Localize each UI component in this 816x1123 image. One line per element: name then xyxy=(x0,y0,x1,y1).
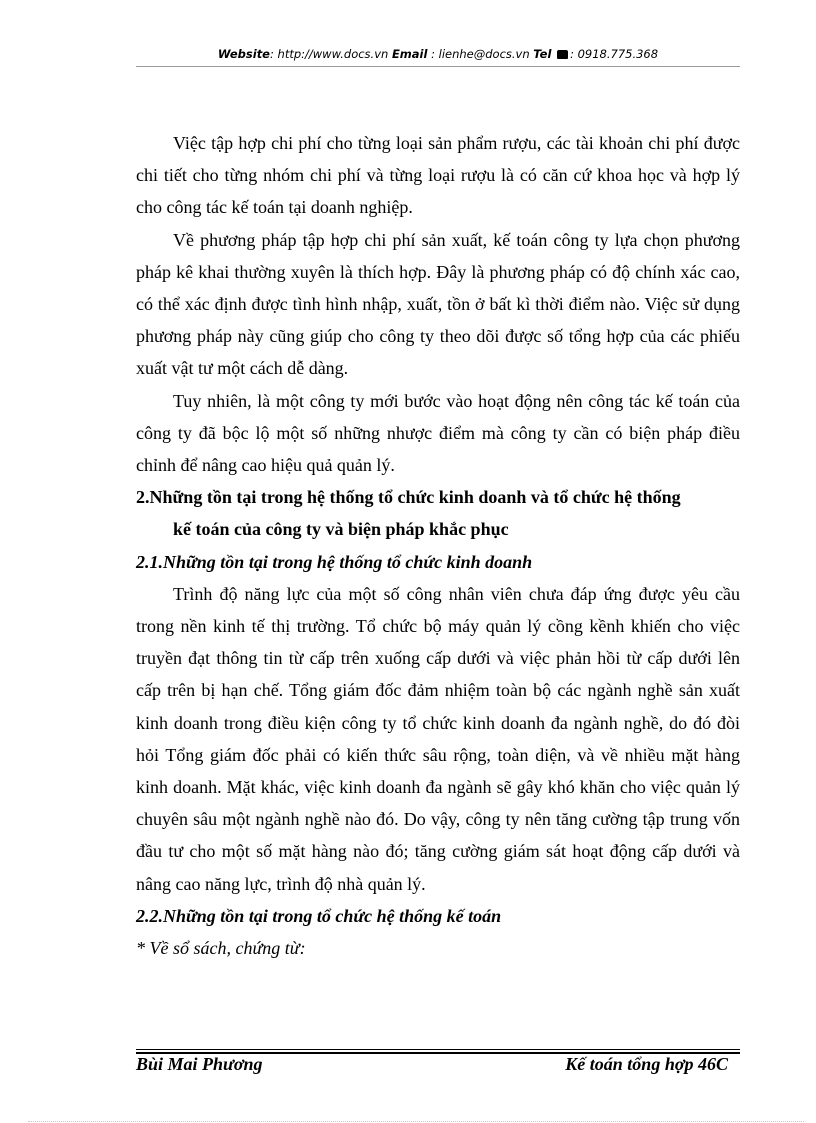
website-label: Website xyxy=(217,47,270,61)
footer-course: Kế toán tổng hợp 46C xyxy=(565,1054,728,1074)
section-heading-2 xyxy=(136,481,740,545)
paragraph-4: Trình độ năng lực của một số công nhân viên chưa đáp ứng được yêu cầu trong nền kinh tế thị trường. Tổ chức bộ máy quản lý cồng kềnh khiến cho việc truyền đạt thông tin từ cấp trên xuống cấp dưới và việc phản hồi từ cấp dưới lên cấp trên bị hạn chế. Tổng giám đốc đảm nhiệm toàn bộ các ngành nghề sản xuất kinh doanh trong điều kiện công ty tổ chức kinh doanh đa ngành nghề, do đó đòi hỏi Tổng giám đốc phải có kiến thức sâu rộng, toàn diện, và về nhiều mặt hàng kinh doanh. Mặt khác, việc kinh doanh đa ngành sẽ gây khó khăn cho việc quản lý chuyên sâu một ngành nghề nào đó. Do vậy, công ty nên tăng cường tập trung vốn đầu tư cho một số mặt hàng nào đó; tăng cường giám sát hoạt động cấp dưới và nâng cao năng lực, trình độ nhà quản lý. xyxy=(136,583,740,894)
footer-author: Bùi Mai Phương xyxy=(136,1054,263,1074)
tel-value: : 0918.775.368 xyxy=(570,47,659,61)
page-header xyxy=(136,47,740,61)
tel-label: Tel xyxy=(533,47,552,61)
section-heading-2-line1: 2.Những tồn tại trong hệ thống tổ chức kinh doanh và tổ chức hệ thống xyxy=(136,487,681,508)
paragraph-3: Tuy nhiên, là một công ty mới bước vào hoạt động nên công tác kế toán của công ty đã bộc lộ một số những nhược điểm mà công ty cần có biện pháp điều chỉnh để nâng cao hiệu quả quản lý. xyxy=(136,390,740,476)
page-bottom-border xyxy=(28,1121,804,1122)
email-label: Email xyxy=(391,47,428,61)
paragraph-2: Về phương pháp tập hợp chi phí sản xuất, kế toán công ty lựa chọn phương pháp kê khai thường xuyên là thích hợp. Đây là phương pháp có độ chính xác cao, có thể xác định được tình hình nhập, xuất, tồn ở bất kì thời điểm nào. Việc sử dụng phương pháp này cũng giúp cho công ty theo dõi được số tổng hợp của các phiếu xuất vật tư một cách dễ dàng. xyxy=(136,229,740,379)
subsection-note: * Về sổ sách, chứng từ: xyxy=(136,938,306,959)
paragraph-1: Việc tập hợp chi phí cho từng loại sản phẩm rượu, các tài khoản chi phí được chi tiết cho từng nhóm chi phí và từng loại rượu là có căn cứ khoa học và hợp lý cho công tác kế toán tại doanh nghiệp. xyxy=(136,133,740,218)
section-heading-2-line2: kế toán của công ty và biện pháp khắc phục xyxy=(173,519,509,540)
section-heading-2-2: 2.2.Những tồn tại trong tổ chức hệ thống kế toán xyxy=(136,905,502,926)
header-divider xyxy=(136,66,740,67)
phone-icon xyxy=(557,50,568,59)
website-value: : http://www.docs.vn xyxy=(270,47,392,61)
email-value: : lienhe@docs.vn xyxy=(427,47,534,61)
footer-divider-thin xyxy=(136,1049,740,1050)
page-footer xyxy=(136,1054,740,1078)
section-heading-2-1: 2.1.Những tồn tại trong hệ thống tổ chức kinh doanh xyxy=(136,551,533,572)
page-body xyxy=(136,127,740,964)
